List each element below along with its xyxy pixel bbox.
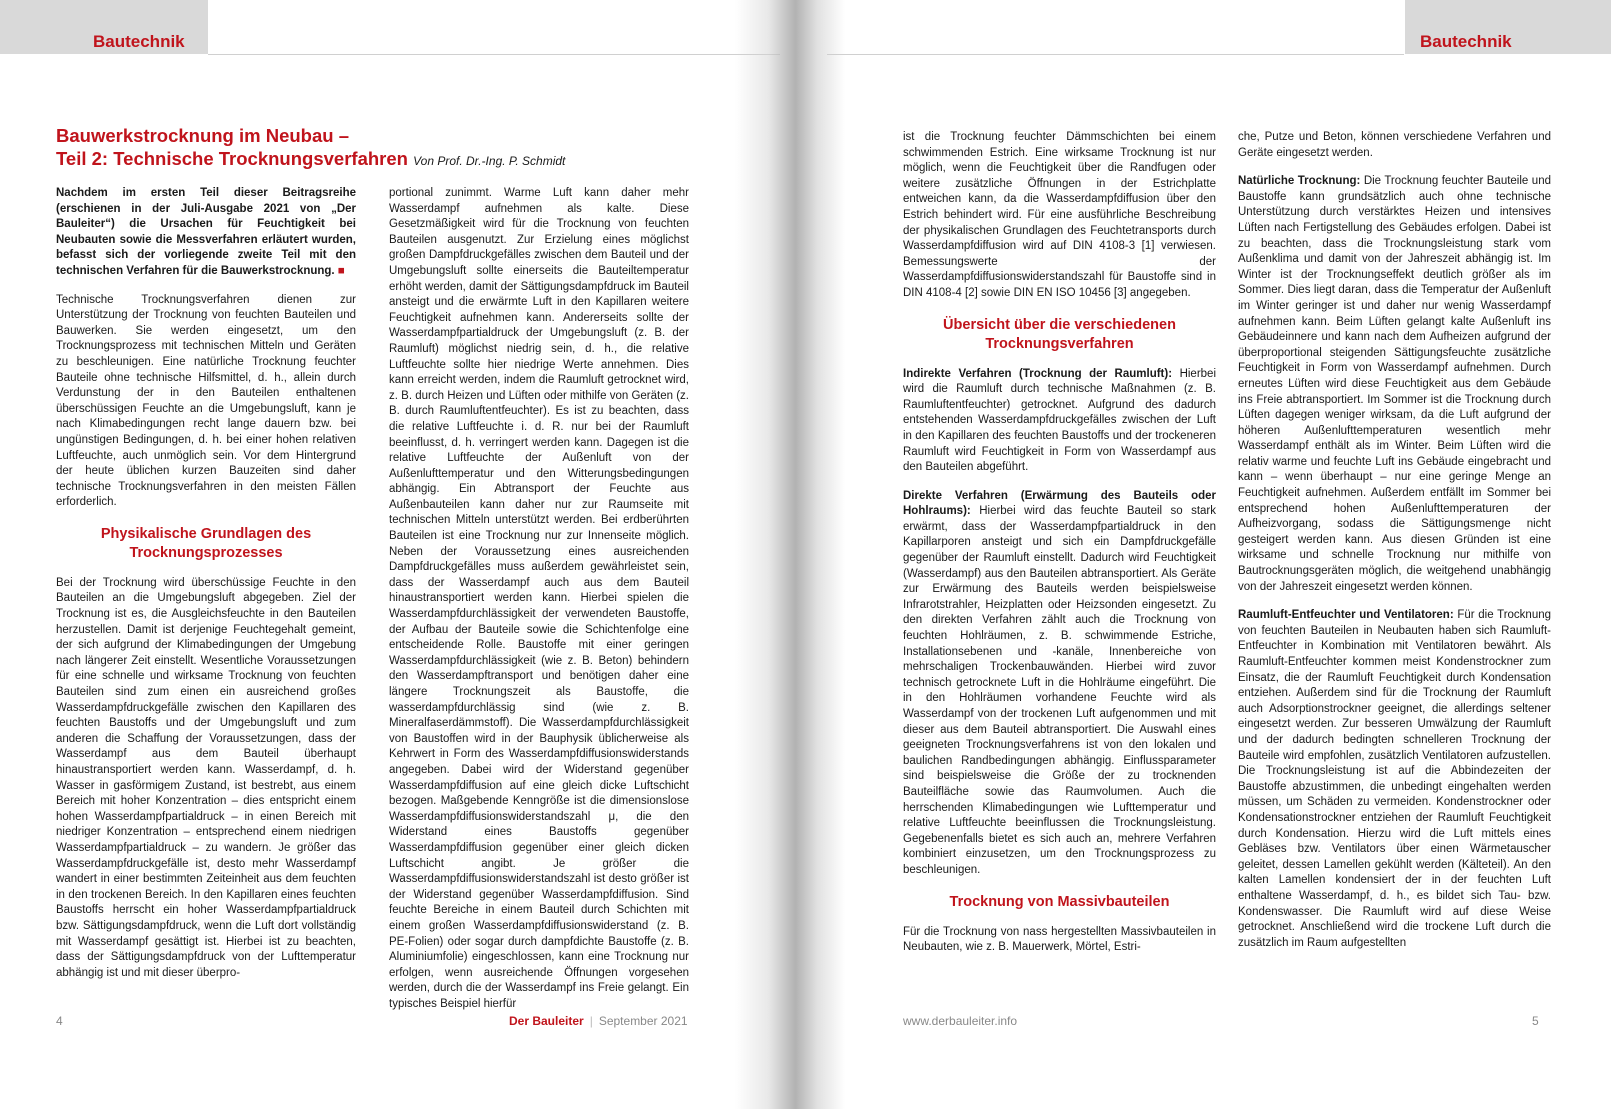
grundlagen-paragraph: Bei der Trocknung wird überschüssige Feuchte in den Bauteilen an die Umgebungsluft abgegeben. Ziel der Trocknung ist es, die Ausgleichsfeuchte in den Bauteilen herzustellen. Damit ist derjenige Feuchtegehalt gemeint, der sich aufgrund der Klimabedingungen der Umgebung nach längerer Zeit einstellt. Wesentliche Voraussetzungen für eine schnelle und wirksame Trocknung von feuchten Bauteilen sind zum einen ein ausreichend großes Wasserdampfdruckgefälle zwischen den Kapillaren des feuchten Baustoffs und der Umgebungsluft und zum anderen die Schaffung der Voraussetzungen, dass der Wasserdampf aus dem Bauteil überhaupt hinaustransportiert werden kann. Wasserdampf, d. h. Wasser in gasförmigem Zustand, ist bestrebt, aus einem Bereich mit hoher Konzentration – dies entspricht einem hohen Wasserdampfpartialdruck – in einen Bereich mit niedriger Konzentration – entsprechend einem niedrigen Wasserdampfpartialdruck – zu wandern. Je größer das Wasserdampfdruckgefälle ist, desto mehr Wasserdampf wandert in einer bestimmten Zeiteinheit aus dem feuchten in den trockenen Bereich. In den Kapillaren eines feuchten Baustoffs herrscht ein hoher Wasserdampfpartialdruck bzw. Sättigungsdampfdruck, wenn die Luft dort vollständig mit Wasserdampf gesättigt ist. Hierbei ist zu beachten, dass der Sättigungsdampfdruck von der Lufttemperatur abhängig ist und mit dieser überpro- (56, 576, 356, 979)
section-label: Bautechnik (1420, 32, 1512, 51)
page-number-right: 5 (1532, 1014, 1539, 1028)
indirekte-verfahren-label: Indirekte Verfahren (Trocknung der Raumluft): (903, 367, 1173, 380)
issue-date: September 2021 (598, 1014, 688, 1028)
header-rule (827, 54, 1404, 55)
indirekte-verfahren-paragraph (903, 367, 1216, 476)
footer-imprint (509, 1014, 688, 1028)
article-title (56, 124, 736, 173)
natuerliche-trocknung-text: Die Trocknung feuchter Bauteile und Baustoffe kann grundsätzlich auch ohne technische Unterstützung durch verstärktes Heizen und intensives Lüften nach Fertigstellung des Gebäudes erfolgen. Dabei ist zu beachten, dass die Trocknungsleistung stark vom Außenklima und damit von der Jahreszeit abhängig ist. Im Winter ist der Trocknungseffekt deutlich größer als im Sommer. Dies liegt daran, dass die Temperatur der Außenluft im Winter geringer ist und daher nur wenig Wasserdampf aufnehmen kann. Beim Lüften gelangt kalte Außenluft ins Gebäudeinnere und kann nach dem Aufheizen aufgrund der überproportional steigenden Sättigungsfeuchte zusätzliche Feuchtigkeit in Form von Wasserdampf aufnehmen. Durch erneutes Lüften wird diese Feuchtigkeit aus dem Gebäude ins Freie abtransportiert. Im Sommer ist die Trocknung durch Lüften dagegen weniger wirksam, da die Luft aufgrund der höheren Außenlufttemperaturen wesentlich mehr Wasserdampf enthält als im Winter. Beim Lüften wird die relativ warme und feuchte Luft ins Gebäude eingebracht und kann – wenn überhaupt – nur eine geringe Menge an Feuchtigkeit aufnehmen. Außerdem entfällt im Sommer bei entsprechend hohen Außenlufttemperaturen der Aufheizvorgang, sodass die Sättigungsmenge nicht gesteigert werden kann. Aus diesen Gründen ist eine wirksame und schnelle Trocknung nur mithilfe von Bautrocknungsgeräten möglich, die weitgehend unabhängig von der Jahreszeit eingesetzt werden können. (1238, 175, 1551, 593)
section-label: Bautechnik (93, 32, 185, 51)
column-4 (1238, 130, 1551, 951)
end-mark: ■ (337, 264, 345, 277)
column-1 (56, 186, 356, 981)
title-line-2-text: Teil 2: Technische Trocknungsverfahren (56, 148, 408, 169)
heading-uebersicht-verfahren: Übersicht über die verschiedenen Trocknungsverfahren (943, 316, 1176, 352)
column-2 (389, 186, 689, 1012)
raumluft-entfeuchter-paragraph (1238, 608, 1551, 951)
magazine-brand: Der Bauleiter (509, 1014, 584, 1028)
indirekte-verfahren-text: Hierbei wird die Raumluft durch technische Maßnahmen (z. B. Raumluftentfeuchter) getrocknet. Aufgrund des dadurch entstehenden Wasserdampfdruckgefälles zwischen der Luft in den Kapillaren des feuchten Baustoffs und der trockeneren Raumluft wird Feuchtigkeit in Form von Wasserdampf aus den Bauteilen abgeführt. (903, 367, 1216, 474)
lead-paragraph (56, 186, 356, 280)
page-right (805, 0, 1611, 1109)
column-4-paragraph: che, Putze und Beton, können verschiedene Verfahren und Geräte eingesetzt werden. (1238, 131, 1551, 159)
raumluft-entfeuchter-text: Für die Trocknung von feuchten Bauteilen in Neubauten haben sich Raumluft-Entfeuchter in Kombination mit Ventilatoren bewährt. Als Raumluft-Entfeuchter kommen meist Kondenstrockner zum Einsatz, die der Raumluft Feuchtigkeit durch Kondensation entziehen. Außerdem sind für die Trocknung der Raumluft auch Adsorptionstrockner geeignet, die allerdings seltener eingesetzt werden. Zur besseren Umwälzung der Raumluft und der dadurch bedingten schnelleren Trocknung der Bauteile wird empfohlen, zusätzlich Ventilatoren aufzustellen. Die Trocknungsleistung ist auf die Abbindezeiten der Baustoffe abzustimmen, die unbedingt eingehalten werden müssen, um Schäden zu vermeiden. Kondenstrockner oder Kondensationstrockner entziehen der Raumluft Feuchtigkeit durch Kondensation. Hierzu wird die Luft mittels eines Gebläses bzw. Ventilators über einen Wärmetauscher geleitet, dessen Lamellen gekühlt werden (Kälteteil). An den kalten Lamellen kondensiert der in der feuchten Luft enthaltene Wasserdampf, d. h., es bildet sich Tau- bzw. Kondenswasser. Die Raumluft wird auf diese Weise getrocknet. Anschließend wird die trockene Luft durch die zusätzlich im Raum aufgestellten (1238, 609, 1552, 949)
byline: Von Prof. Dr.-Ing. P. Schmidt (413, 154, 566, 168)
heading-massivbauteile: Trocknung von Massivbauteilen (949, 893, 1170, 910)
website-url: www.derbauleiter.info (903, 1014, 1018, 1028)
raumluft-entfeuchter-label: Raumluft-Entfeuchter und Ventilatoren: (1238, 609, 1454, 622)
title-line-2 (56, 147, 736, 173)
direkte-verfahren-label: Direkte Verfahren (Erwärmung des Bauteils oder Hohlraums): (903, 489, 1216, 518)
title-line-1: Bauwerkstrocknung im Neubau – (56, 125, 349, 146)
page-number-left: 4 (56, 1014, 63, 1028)
page-left (0, 0, 780, 1109)
natuerliche-trocknung-paragraph (1238, 174, 1551, 595)
direkte-verfahren-paragraph (903, 489, 1216, 879)
direkte-verfahren-text: Hierbei wird das feuchte Bauteil so stark erwärmt, dass der Wasserdampfpartialdruck in den Kapillarporen ansteigt und sich ein Dampfdruckgefälle gegenüber der Raumluft einstellt. Dadurch wird Feuchtigkeit (Wasserdampf) aus den Bauteilen abtransportiert. Als Geräte zur Erwärmung des Bauteils werden beispielsweise Infrarotstrahler, Heizplatten oder Heizsonden eingesetzt. Zu den direkten Verfahren zählt auch die Trocknung von feuchten Hohlräumen, z. B. schwimmende Estriche, Installationsebenen und -kanäle, Innenbereiche von mehrschaligen Trockenbauwänden. Hierbei wird zuvor technisch getrocknete Luft in die Hohlräume eingeführt. Die in den Hohlräumen vorhandene Feuchte wird als Wasserdampf von der trockenen Luft aufgenommen und mit dieser aus dem Bauteil abtransportiert. Die Auswahl eines geeigneten Trocknungsverfahrens ist von den lokalen und baulichen Randbedingungen abhängig. Einflussparameter sind beispielsweise die Größe der zu trocknenden Bauteilfläche sowie das Raumvolumen. Auch die herrschenden Klimabedingungen wie Lufttemperatur und relative Luftfeuchte beeinflussen die Trocknungsleistung. Gegebenenfalls bietet es sich auch an, mehrere Verfahren kombiniert einzusetzen, um den Trocknungsprozess zu beschleunigen. (903, 505, 1216, 876)
heading-physikalische-grundlagen: Physikalische Grundlagen des Trocknungsprozesses (100, 525, 312, 561)
column-3 (903, 130, 1216, 956)
intro-paragraph: Technische Trocknungsverfahren dienen zur Unterstützung der Trocknung von feuchten Bauteilen und Bauwerken. Sie werden eingesetzt, um den Trocknungsprozess mit technischen Mitteln und Geräten zu beschleunigen. Eine natürliche Trocknung feuchter Bauteile ohne technische Hilfsmittel, d. h., allein durch Verdunstung der in den Bauteilen enthaltenen überschüssigen Feuchte an die Umgebungsluft, kann je nach Klimabedingungen recht lange dauern bzw. bei ungünstigen Bedingungen, d. h. bei einer hohen relativen Luftfeuchte, auch unmöglich sein. Vor dem Hintergrund der heute üblichen kurzen Bauzeiten sind daher technische Trocknungsverfahren in den meisten Fällen erforderlich. (56, 293, 356, 509)
header-rule (208, 54, 780, 55)
column-2-paragraph: portional zunimmt. Warme Luft kann daher mehr Wasserdampf aufnehmen als kalte. Diese Gesetzmäßigkeit wird für die Trocknung von feuchten Bauteilen ausgenutzt. Zur Erzielung eines möglichst großen Dampfdruckgefälles zwischen dem Bauteil und der Umgebungsluft sollte einerseits die Bauteiltemperatur erhöht werden, damit der Sättigungsdampfdruck im Bauteil ansteigt und die erwärmte Luft in den Kapillaren weitere Feuchtigkeit aufnehmen kann. Andererseits sollte der Wasserdampfpartialdruck der Umgebungsluft (z. B. der Raumluft) möglichst niedrig sein, d. h., die relative Luftfeuchte sollte hier niedrige Werte annehmen. Dies kann erreicht werden, indem die Raumluft getrocknet wird, z. B. durch Heizen und Lüften oder mithilfe von Geräten (z. B. durch Raumluftentfeuchter). Es ist zu beachten, dass die relative Luftfeuchte i. d. R. nur bei der Raumluft beeinflusst, d. h. verringert werden kann. Dagegen ist die relative Luftfeuchte der Außenluft von der Außenlufttemperatur und den Witterungsbedingungen abhängig. Ein Abtransport der Feuchte aus Außenbauteilen kann daher nur zur Raumseite mit technischen Mitteln unterstützt werden. Bei erdberührten Bauteilen ist eine Trocknung nur zur Innenseite möglich. Neben der Voraussetzung eines ausreichenden Dampfdruckgefälles muss außerdem gewährleistet sein, dass der Wasserdampf auch aus dem Bauteil hinaustransportiert werden kann. Hierbei spielen die Wasserdampfdurchlässigkeit der verwendeten Baustoffe, der Aufbau der Bauteile sowie die Schichtenfolge eine entscheidende Rolle. Baustoffe mit einer geringen Wasserdampfdurchlässigkeit (wie z. B. Beton) behindern den Wasserdampftransport und benötigen daher eine längere Trocknungszeit als Baustoffe, die wasserdampfdurchlässig sind (wie z. B. Mineralfaserdämmstoff). Die Wasserdampfdurchlässigkeit von Baustoffen wird in der Bauphysik üblicherweise als Kehrwert in Form des Wasserdampfdiffusionswiderstands angegeben. Dabei wird der Widerstand gegenüber Wasserdampfdiffusion auf eine gleich dicke Luftschicht bezogen. Maßgebende Kenngröße ist die dimensionslose Wasserdampfdiffusionswiderstandszahl μ, die den Widerstand eines Baustoffs gegenüber Wasserdampfdiffusion gegenüber einer gleich dicken Luftschicht angibt. Je größer die Wasserdampfdiffusionswiderstandszahl ist desto größer ist der Widerstand gegenüber Wasserdampfdiffusion. Sind feuchte Bereiche in einem Bauteil durch Schichten mit einem großen Wasserdampfdiffusionswiderstand (z. B. PE-Folien) oder sogar durch dampfdichte Baustoffe (z. B. Aluminiumfolie) eingeschlossen, kann eine Trocknung nur erfolgen, wenn ausreichende Öffnungen vorgesehen werden, durch die der Wasserdampf ins Freie gelangt. Ein typisches Beispiel hierfür (389, 187, 689, 1010)
massivbauteile-paragraph: Für die Trocknung von nass hergestellten Massivbauteilen in Neubauten, wie z. B. Mauerwerk, Mörtel, Estri- (903, 925, 1216, 954)
column-3-paragraph: ist die Trocknung feuchter Dämmschichten bei einem schwimmenden Estrich. Eine wirksame Trocknung ist nur möglich, wenn die Feuchtigkeit über die Randfugen oder weitere zusätzliche Öffnungen in der Estrichplatte entweichen kann, da die Wasserdampfdiffusion über den Estrich behindert wird. Für eine ausführliche Beschreibung der physikalischen Grundlagen des Feuchtetransports durch Wasserdampfdiffusion wird auf DIN 4108-3 [1] verwiesen. Bemessungswerte der Wasserdampfdiffusionswiderstandszahl für Baustoffe sind in DIN 4108-4 [2] sowie DIN EN ISO 10456 [3] angegeben. (903, 131, 1216, 299)
footer-separator: | (589, 1014, 593, 1028)
lead-text: Nachdem im ersten Teil dieser Beitragsreihe (erschienen in der Juli-Ausgabe 2021 von „Der Bauleiter“) die Ursachen für Feuchtigkeit bei Neubauten sowie die Messverfahren erläutert wurden, befasst sich der vorliegende zweite Teil mit den technischen Verfahren für die Bauwerkstrocknung. (56, 187, 356, 277)
natuerliche-trocknung-label: Natürliche Trocknung: (1238, 175, 1361, 188)
